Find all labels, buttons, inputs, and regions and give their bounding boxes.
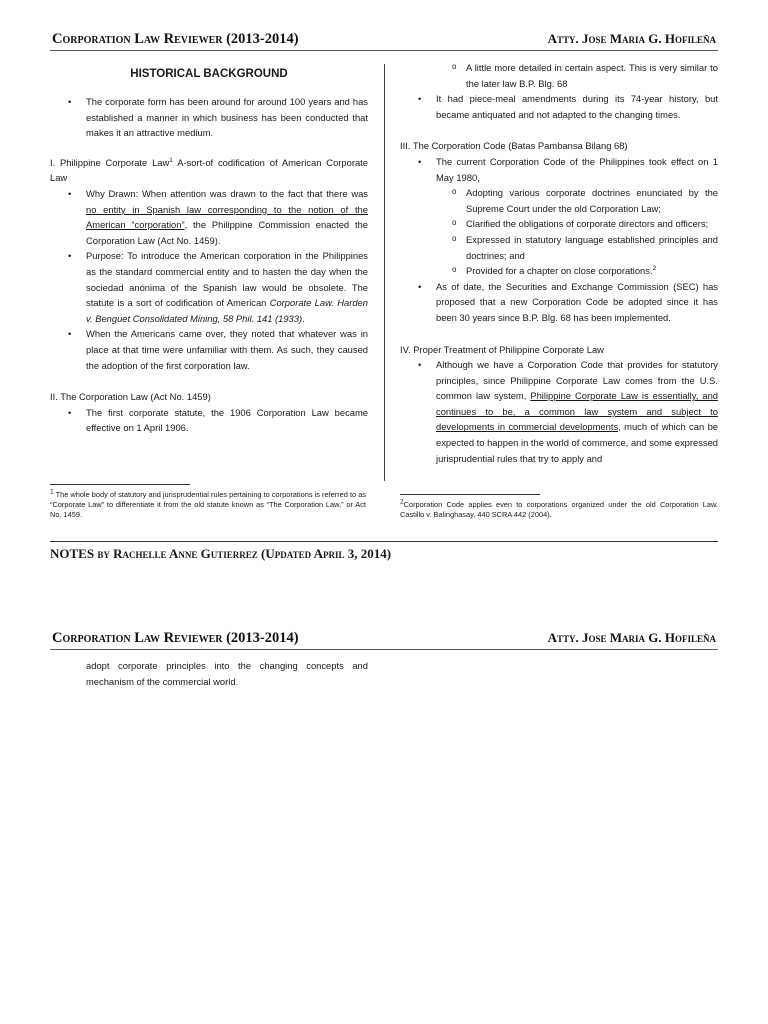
proper-treatment-underlined: Philippine Corporate Law is essentially, and continues to be, a common law system and subject to developments in commercial developments — [436, 390, 719, 433]
section-1-heading-rest: A-sort-of codification of American Corporate Law — [50, 156, 368, 184]
page-2-header — [50, 630, 718, 650]
current-code-text: The current Corporation Code of the Philippines took effect on 1 May 1980, — [436, 155, 718, 183]
continued-list — [400, 91, 718, 122]
bullet-first-statute: • The first corporate statute, the 1906 Corporation Law became effective on 1 April 1906. — [50, 405, 368, 436]
sub-bullet-close-corporations — [400, 263, 718, 279]
section-4-list — [400, 357, 718, 466]
right-column — [400, 60, 718, 466]
section-4-heading: IV. Proper Treatment of Philippine Corporate Law — [400, 343, 604, 355]
header-author: Atty. Jose Maria G. Hofileña — [547, 31, 716, 46]
section-1-heading — [50, 155, 368, 186]
header-title: Corporation Law Reviewer (2013-2014) — [52, 31, 299, 47]
bullet-proper-treatment — [400, 357, 718, 466]
footnote-rule-left — [50, 484, 190, 485]
section-title: HISTORICAL BACKGROUND — [130, 68, 288, 80]
column-divider — [384, 64, 385, 481]
page-header — [50, 31, 718, 51]
page-2-continuation: adopt corporate principles into the changing concepts and mechanism of the commercial world. — [86, 660, 368, 687]
footnote-2-text: Corporation Code applies even to corporations organized under the old Corporation Law. Castillo v. Balinghasay, 440 SCRA 442 (2004). — [400, 500, 718, 519]
sub-bullet-statutory: o Expressed in statutory language established principles and doctrines; and — [400, 232, 718, 263]
bullet-sec-proposal: • As of date, the Securities and Exchange Commission (SEC) has proposed that a new Corporation Code be adopted since it has been 30 years since B.P. Blg. 68 has been implemented. — [400, 279, 718, 326]
intro-bullet: • The corporate form has been around for around 100 years and has established a manner in which business has been conducted that makes it an attractive medium. — [50, 94, 368, 141]
footnote-ref-1[interactable]: 1 — [169, 156, 173, 164]
section-1-heading-text: I. Philippine Corporate Law — [50, 156, 170, 168]
section-1-list — [50, 186, 368, 373]
bullet-current-code — [400, 154, 718, 279]
section-2-list — [50, 405, 368, 436]
section-3-sublist — [400, 185, 718, 279]
purpose-text: Purpose: To introduce the American corporation in the Philippines as the standard commercial entity and to hasten the day when the sociedad anónima of the Spanish law would be obsolete. The statute is a sort of codification of American — [86, 250, 368, 309]
footnote-rule-right — [400, 494, 540, 495]
section-3-heading: III. The Corporation Code (Batas Pambansa Bilang 68) — [400, 140, 628, 152]
page-2-header-author: Atty. Jose Maria G. Hofileña — [547, 630, 716, 645]
notes-footer: NOTES by Rachelle Anne Gutierrez (Updated April 3, 2014) — [50, 541, 718, 562]
why-drawn-underlined: no entity in Spanish law corresponding to the notion of the American “corporation” — [86, 203, 368, 231]
purpose-period: . — [302, 312, 305, 324]
footnote-ref-2[interactable]: 2 — [652, 265, 657, 272]
purpose-citation: Corporate Law. Harden v. Benguet Consolidated Mining, 58 Phil. 141 (1933) — [86, 297, 368, 324]
proper-treatment-text: Although we have a Corporation Code that provides for statutory principles, since Philippine Corporate Law comes from the U.S. common law system, — [436, 359, 718, 402]
section-2-heading: II. The Corporation Law (Act No. 1459) — [50, 391, 211, 403]
sub-bullet-doctrines: o Adopting various corporate doctrines enunciated by the Supreme Court under the old Corporation Law; — [400, 185, 718, 216]
left-column — [50, 60, 368, 436]
proper-treatment-rest: , much of which can be expected to happen in the world of commerce, and some expressed jurisprudential rules that try to apply and — [436, 421, 718, 464]
why-drawn-rest: , the Philippine Commission enacted the Corporation Law (Act No. 1459). — [86, 219, 368, 246]
bullet-amendments: • It had piece-meal amendments during its 74-year history, but became antiquated and not adapted to the changing times. — [400, 91, 718, 122]
page-2-header-title: Corporation Law Reviewer (2013-2014) — [52, 630, 299, 646]
close-corporations-text: Provided for a chapter on close corporations. — [466, 265, 653, 277]
section-3-list — [400, 154, 718, 326]
why-drawn-text: Why Drawn: When attention was drawn to the fact that there was — [86, 187, 368, 199]
footnote-2-number: 2 — [400, 498, 404, 506]
continued-sublist — [400, 60, 718, 91]
intro-list — [50, 94, 368, 141]
sub-bullet-more-detailed: o A little more detailed in certain aspect. This is very similar to the later law B.P. Blg. 68 — [400, 60, 718, 91]
footnote-2 — [400, 500, 718, 520]
footnote-1 — [50, 490, 366, 520]
bullet-why-drawn — [50, 186, 368, 248]
footnote-1-text: The whole body of statutory and jurisprudential rules pertaining to corporations is referred to as “Corporate Law” to differentiate it from the old statute known as “The Corporation Law,” or Act No. 1459. — [50, 490, 366, 519]
bullet-purpose — [50, 248, 368, 326]
bullet-americans: • When the Americans came over, they noted that whatever was in place at that time were unfamiliar with them. As such, they caused the adoption of the first corporation law. — [50, 326, 368, 373]
sub-bullet-obligations: o Clarified the obligations of corporate directors and officers; — [400, 216, 718, 232]
footnote-1-number: 1 — [50, 488, 54, 496]
